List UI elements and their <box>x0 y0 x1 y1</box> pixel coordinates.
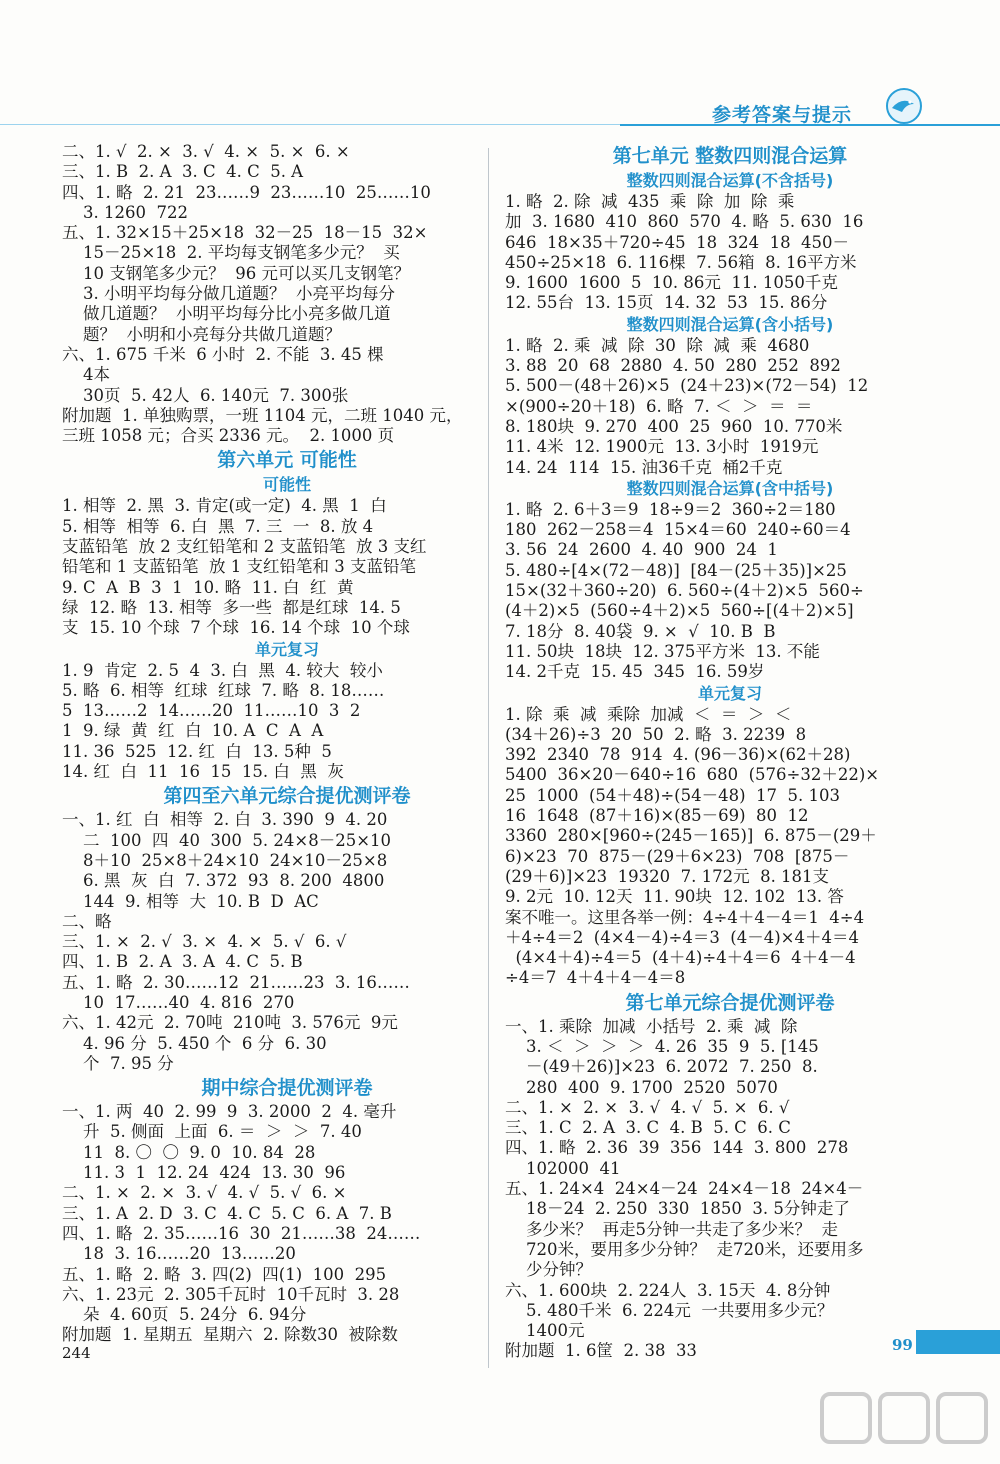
answer-line: 10 17……40 4. 816 270 <box>62 992 295 1012</box>
answer-line: 11. 3 1 12. 24 424 13. 30 96 <box>62 1163 346 1183</box>
answer-line: (29＋6)]×23 19320 7. 172元 8. 181支 <box>505 866 830 886</box>
answer-line: 五、1. 24×4 24×4－24 24×4－18 24×4－ <box>505 1179 864 1199</box>
answer-line: 三、1. A 2. D 3. C 4. C 5. C 6. A 7. B <box>62 1203 392 1223</box>
answer-line: 做几道题？ 小明平均每分比小亮多做几道 <box>62 304 391 324</box>
corner-tab <box>916 1330 1000 1354</box>
answer-line: 附加题 1. 单独购票，一班 1104 元，二班 1040 元， <box>62 405 463 425</box>
answer-line: 二 100 四 40 300 5. 24×8－25×10 <box>62 830 392 850</box>
answer-line: 10 支钢笔多少元？ 96 元可以买几支钢笔？ <box>62 263 410 283</box>
answer-line: 5400 36×20－640÷16 680 (576÷32＋22)× <box>505 765 880 785</box>
answer-line: 铅笔和 1 支蓝铅笔 放 1 支红铅笔和 3 支蓝铅笔 <box>62 557 416 577</box>
answer-line: 1. 除 乘 减 乘除 加减 ＜ ＝ ＞ ＜ <box>505 704 792 724</box>
subsection-heading: 单元复习 <box>254 639 319 659</box>
answer-line: 5. 相等 相等 6. 白 黑 7. 三 一 8. 放 4 <box>62 516 374 536</box>
answer-line: 附加题 1. 6筐 2. 38 33 <box>505 1341 697 1361</box>
answer-line: 支 15. 10 个球 7 个球 16. 14 个球 10 个球 <box>62 618 410 638</box>
answer-line: 25 1000 (54＋48)÷(54－48) 17 5. 103 <box>505 785 840 805</box>
subsection-heading: 整数四则混合运算(不含括号) <box>626 171 834 190</box>
watermark-logo-icon <box>820 1386 990 1454</box>
left-column <box>62 142 512 1346</box>
answer-line: 15×(32＋360÷20) 6. 560÷(4＋2)×5 560÷ <box>505 581 864 601</box>
answer-line: 二、1. × 2. × 3. √ 4. √ 5. × 6. √ <box>505 1097 790 1117</box>
answer-line: 绿 12. 略 13. 相等 多一些 都是红球 14. 5 <box>62 597 401 617</box>
answer-line: 1 9. 绿 黄 红 白 10. A C A A <box>62 721 324 741</box>
subsection-heading: 单元复习 <box>697 683 762 703</box>
answer-line: 六、1. 675 千米 6 小时 2. 不能 3. 45 棵 <box>62 344 384 364</box>
answer-line: 16 1648 (87＋16)×(85－69) 80 12 <box>505 806 809 826</box>
answer-line: 附加题 1. 星期五 星期六 2. 除数30 被除数 <box>62 1325 398 1345</box>
answer-line: 6)×23 70 875－(29＋6×23) 708 [875－ <box>505 846 850 866</box>
answer-line: 450÷25×18 6. 116棵 7. 56箱 8. 16平方米 <box>505 252 857 272</box>
answer-line: 5. 480千米 6. 224元 一共要用多少元？ <box>505 1300 834 1320</box>
page-number-right: 99 <box>892 1336 913 1354</box>
answer-line: 1. 9 肯定 2. 5 4 3. 白 黑 4. 较大 较小 <box>62 660 383 680</box>
answer-line: 11. 50块 18块 12. 375平方米 13. 不能 <box>505 641 820 661</box>
answer-line: 题？ 小明和小亮每分共做几道题？ <box>62 324 341 344</box>
answer-line: 五、1. 略 2. 略 3. 四(2) 四(1) 100 295 <box>62 1264 387 1284</box>
answer-line: 14. 红 白 11 16 15 15. 白 黑 灰 <box>62 762 344 782</box>
answer-line: 支蓝铅笔 放 2 支红铅笔和 2 支蓝铅笔 放 3 支红 <box>62 537 427 557</box>
answer-line: (4×4＋4)÷4＝5 (4＋4)÷4＋4＝6 4＋4－4 <box>505 948 856 968</box>
answer-line: 朵 4. 60页 5. 24分 6. 94分 <box>62 1305 307 1325</box>
answer-line: 15－25×18 2. 平均每支钢笔多少元？ 买 <box>62 243 400 263</box>
answer-line: 二、1. √ 2. × 3. √ 4. × 5. × 6. × <box>62 142 350 161</box>
answer-line: 三、1. B 2. A 3. C 4. C 5. A <box>62 162 304 182</box>
answer-line: 18－24 2. 250 330 1850 3. 5分钟走了 <box>505 1199 850 1219</box>
answer-line: 三、1. C 2. A 3. C 4. B 5. C 6. C <box>505 1118 791 1138</box>
answer-line: 一、1. 两 40 2. 99 9 3. 2000 2 4. 毫升 <box>62 1102 397 1122</box>
answer-line: ×(900÷20＋18) 6. 略 7. ＜ ＞ ＝ ＝ <box>505 396 813 416</box>
answer-line: 1. 略 2. 乘 减 除 30 除 减 乘 4680 <box>505 335 810 355</box>
answer-line: 8＋10 25×8＋24×10 24×10－25×8 <box>62 850 388 870</box>
answer-line: 144 9. 相等 大 10. B D AC <box>62 891 319 911</box>
answer-line: 5. 略 6. 相等 红球 红球 7. 略 8. 18…… <box>62 680 385 700</box>
answer-line: 5. 480÷[4×(72－48)] [84－(25＋35)]×25 <box>505 560 847 580</box>
answer-line: 14. 24 114 15. 油36千克 桶2千克 <box>505 457 783 477</box>
answer-line: 5. 500－(48＋26)×5 (24＋23)×(72－54) 12 <box>505 376 869 396</box>
answer-line: 3. 88 20 68 2880 4. 50 280 252 892 <box>505 356 841 376</box>
answer-line: 3. ＜ ＞ ＞ ＞ 4. 26 35 9 5. [145 <box>505 1036 819 1056</box>
answer-line: 五、1. 32×15＋25×18 32－25 18－15 32× <box>62 223 428 243</box>
answer-line: 个 7. 95 分 <box>62 1053 174 1073</box>
subsection-heading: 整数四则混合运算(含小括号) <box>626 314 834 334</box>
subsection-heading: 可能性 <box>262 475 311 495</box>
answer-line: 六、1. 600块 2. 224人 3. 15天 4. 8分钟 <box>505 1280 831 1300</box>
answer-line: 12. 55台 13. 15页 14. 32 53 15. 86分 <box>505 293 828 313</box>
answer-line: 7. 18分 8. 40袋 9. × √ 10. B B <box>505 621 776 641</box>
answer-line: 1400元 <box>505 1321 585 1341</box>
answer-line: 二、略 <box>62 911 112 931</box>
answer-line: 9. C A B 3 1 10. 略 11. 白 红 黄 <box>62 577 354 597</box>
answer-line: 加 3. 1680 410 860 570 4. 略 5. 630 16 <box>505 212 864 232</box>
answer-line: 六、1. 23元 2. 305千瓦时 10千瓦时 3. 28 <box>62 1284 400 1304</box>
page-number-left: 244 <box>62 1344 91 1362</box>
answer-line: 升 5. 侧面 上面 6. ＝ ＞ ＞ 7. 40 <box>62 1122 362 1142</box>
header-title: 参考答案与提示 <box>712 104 853 126</box>
answer-line: 280 400 9. 1700 2520 5070 <box>505 1077 778 1097</box>
answer-line: 102000 41 <box>505 1158 621 1178</box>
section-heading: 期中综合提优测评卷 <box>201 1077 373 1100</box>
answer-line: 一、1. 乘除 加减 小括号 2. 乘 减 除 <box>505 1016 798 1036</box>
answer-line: 六、1. 42元 2. 70吨 210吨 3. 576元 9元 <box>62 1013 398 1033</box>
section-heading: 第七单元综合提优测评卷 <box>625 991 835 1014</box>
answer-line: 30页 5. 42人 6. 140元 7. 300张 <box>62 385 349 405</box>
answer-line: ＋4÷4＝2 (4×4－4)÷4＝3 (4－4)×4＋4＝4 <box>505 927 860 947</box>
answer-line: 二、1. × 2. × 3. √ 4. √ 5. √ 6. × <box>62 1183 347 1203</box>
answer-line: 四、1. 略 2. 36 39 356 144 3. 800 278 <box>505 1138 849 1158</box>
answer-line: 9. 2元 10. 12天 11. 90块 12. 102 13. 答 <box>505 887 844 907</box>
answer-line: 案不唯一。这里各举一例：4÷4＋4－4＝1 4÷4 <box>505 907 865 927</box>
answer-line: 14. 2千克 15. 45 345 16. 59岁 <box>505 662 765 682</box>
answer-line: 三班 1058 元；合买 2336 元。 2. 1000 页 <box>62 426 395 446</box>
answer-line: 四、1. B 2. A 3. A 4. C 5. B <box>62 952 303 972</box>
section-heading: 第六单元 可能性 <box>217 449 357 472</box>
answer-line: 4本 <box>62 365 110 385</box>
answer-line: 180 262－258＝4 15×4＝60 240÷60＝4 <box>505 520 851 540</box>
answer-line: 11. 36 525 12. 红 白 13. 5种 5 <box>62 741 332 761</box>
answer-line: 8. 180块 9. 270 400 25 960 10. 770米 <box>505 416 843 436</box>
answer-line: 四、1. 略 2. 21 23……9 23……10 25……10 <box>62 182 431 202</box>
answer-line: 5 13……2 14……20 11……10 3 2 <box>62 701 361 721</box>
answer-line: 11 8. 〇 〇 9. 0 10. 84 28 <box>62 1142 316 1162</box>
answer-line: ÷4＝7 4＋4＋4－4＝8 <box>505 968 686 988</box>
answer-line: 3360 280×[960÷(245－165)] 6. 875－(29＋ <box>505 826 877 846</box>
subsection-heading: 整数四则混合运算(含中括号) <box>626 478 834 498</box>
answer-line: 多少米？ 再走5分钟一共走了多少米？ 走 <box>505 1219 838 1239</box>
answer-line: 18 3. 16……20 13……20 <box>62 1244 296 1264</box>
answer-line: (4＋2)×5 (560÷4＋2)×5 560÷[(4＋2)×5] <box>505 601 854 621</box>
section-heading: 第四至六单元综合提优测评卷 <box>163 785 411 808</box>
answer-line: 1. 相等 2. 黑 3. 肯定(或一定) 4. 黑 1 白 <box>62 496 387 516</box>
answer-line: 3. 小明平均每分做几道题？ 小亮平均每分 <box>62 284 395 304</box>
answer-line: 4. 96 分 5. 450 个 6 分 6. 30 <box>62 1033 327 1053</box>
section-heading: 第七单元 整数四则混合运算 <box>612 145 848 167</box>
right-column <box>505 142 955 1362</box>
bird-logo-icon <box>880 82 924 126</box>
answer-line: 三、1. × 2. √ 3. × 4. × 5. √ 6. √ <box>62 932 347 952</box>
answer-line: 一、1. 红 白 相等 2. 白 3. 390 9 4. 20 <box>62 810 388 830</box>
answer-line: 11. 4米 12. 1900元 13. 3小时 1919元 <box>505 437 819 457</box>
answer-line: 9. 1600 1600 5 10. 86元 11. 1050千克 <box>505 273 838 293</box>
answer-line: －(49＋26)]×23 6. 2072 7. 250 8. <box>505 1057 818 1077</box>
answer-line: 1. 略 2. 除 减 435 乘 除 加 除 乘 <box>505 192 795 211</box>
answer-line: 6. 黑 灰 白 7. 372 93 8. 200 4800 <box>62 871 385 891</box>
answer-line: (34＋26)÷3 20 50 2. 略 3. 2239 8 <box>505 724 807 744</box>
answer-line: 3. 56 24 2600 4. 40 900 24 1 <box>505 540 778 560</box>
answer-line: 3. 1260 722 <box>62 202 188 222</box>
answer-line: 五、1. 略 2. 30……12 21……23 3. 16…… <box>62 972 410 992</box>
answer-line: 646 18×35＋720÷45 18 324 18 450－ <box>505 232 850 252</box>
header-rule-left <box>0 124 620 125</box>
answer-line: 392 2340 78 914 4. (96－36)×(62＋28) <box>505 745 851 765</box>
answer-line: 少分钟？ <box>505 1260 592 1280</box>
answer-line: 四、1. 略 2. 35……16 30 21……38 24…… <box>62 1223 421 1243</box>
answer-line: 720米，要用多少分钟？ 走720米，还要用多 <box>505 1239 864 1259</box>
answer-line: 1. 略 2. 6＋3＝9 18÷9＝2 360÷2＝180 <box>505 499 836 519</box>
